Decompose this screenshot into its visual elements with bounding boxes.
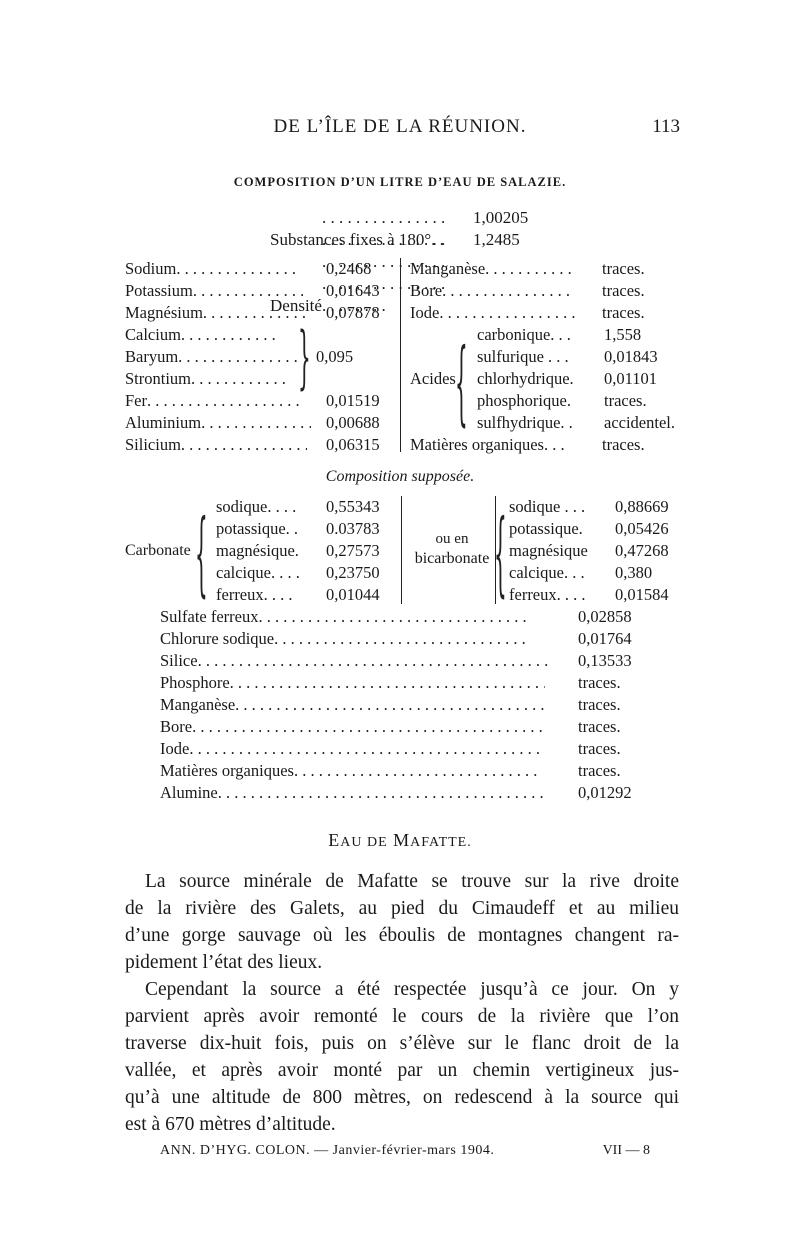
column-divider (401, 496, 402, 604)
bicarbonate-row: ferreux. . . . 0,01584 (509, 585, 669, 604)
paragraph-line: Cependant la source a été respectée jusqu’à ce jour. On y (145, 979, 679, 1000)
paragraph-line: pidement l’état des lieux. (125, 952, 323, 973)
salt-row: Silice. . . 0,13533 (160, 650, 680, 672)
element-row: Bore. . . traces. (410, 280, 680, 302)
page-header (120, 116, 680, 142)
carbonate-row: ferreux. . . . 0,01044 (216, 585, 380, 604)
bicarbonate-row: potassique. 0,05426 (509, 519, 669, 538)
element-row: Fer. . . 0,01519 (125, 390, 400, 412)
acid-row: sulfurique . . . 0,01843 (477, 347, 658, 366)
carbonate-row: sodique. . . . 0,55343 (216, 497, 380, 516)
paragraph-line: est à 670 mètres d’altitude. (125, 1114, 336, 1135)
fixed-substances-row (270, 229, 590, 251)
salt-row: Matières organiques. . . traces. (160, 760, 680, 782)
element-row: Calcium. . . (125, 324, 400, 346)
salt-row: Chlorure sodique. . . 0,01764 (160, 628, 680, 650)
composition-subtitle: Composition supposée. (325, 468, 475, 485)
element-row: Iode. . . traces. (410, 302, 680, 324)
density-label: Densité. . . (270, 207, 447, 317)
or-bicarbonate-label: ou en bicarbonate (414, 531, 490, 567)
paragraph-line: traverse dix-huit fois, puis on s’élève sur le flanc droit de la (125, 1033, 679, 1054)
salt-row: Phosphore. . . traces. (160, 672, 680, 694)
left-brace-icon: { (455, 326, 468, 437)
carbonate-list (216, 496, 401, 606)
element-row: Potassium. . . 0,01643 (125, 280, 400, 302)
page-footer (150, 1143, 650, 1165)
element-row: Sodium. . . 0,2468 (125, 258, 400, 280)
bicarbonate-row: sodique . . . 0,88669 (509, 497, 669, 516)
paragraph-line: d’une gorge sauvage où les éboulis de montagnes changent ra- (125, 925, 679, 946)
bicarbonate-row: magnésique 0,47268 (509, 541, 669, 560)
paragraph-line: vallée, et après avoir monté par un chemin vertigineux jus- (125, 1060, 679, 1081)
acids-list (477, 324, 687, 434)
paragraph-line: qu’à une altitude de 800 mètres, on redescend à la source qui (125, 1087, 679, 1108)
bicarbonate-row: calcique. . . 0,380 (509, 563, 653, 582)
salt-row: Alumine. . . 0,01292 (160, 782, 680, 804)
section-heading: EAU DE MAFATTE. (328, 830, 472, 850)
paragraph (125, 868, 679, 976)
carbonate-row: potassique. . 0.03783 (216, 519, 380, 538)
fixed-substances-label: Substances fixes à 180°. . (270, 230, 444, 249)
element-row: Aluminium. . . 0,00688 (125, 412, 400, 434)
left-brace-icon: { (494, 497, 507, 608)
element-row: Silicium. . . 0,06315 (125, 434, 400, 456)
acid-row: carbonique. . . 1,558 (477, 325, 642, 344)
bicarbonate-list (509, 496, 684, 606)
salt-row: Bore. . . traces. (160, 716, 680, 738)
right-brace-icon: } (298, 316, 311, 398)
density-value: 1,00205 (473, 208, 529, 227)
signature-mark: VII — 8 (602, 1143, 650, 1158)
salt-row: Sulfate ferreux. . . 0,02858 (160, 606, 680, 628)
acid-row: sulfhydrique. . accidentel. (477, 413, 675, 432)
organic-row: Matières organiques. . . traces. (410, 435, 645, 454)
element-row: Magnésium. . . 0,07878 (125, 302, 400, 324)
journal-reference: ANN. D’HYG. COLON. — Janvier-février-mars 1904. (160, 1143, 495, 1158)
carbonate-row: calcique. . . . 0,23750 (216, 563, 380, 582)
table-title: COMPOSITION D’UN LITRE D’EAU DE SALAZIE. (233, 175, 567, 189)
running-title: DE L’ÎLE DE LA RÉUNION. (273, 116, 527, 137)
carbonate-row: magnésique. 0,27573 (216, 541, 380, 560)
element-row: Baryum. . . (125, 346, 400, 368)
salt-row: Manganèse. . . traces. (160, 694, 680, 716)
element-row: Manganèse. . . traces. (410, 258, 680, 280)
page-number: 113 (652, 116, 680, 137)
paragraph-line: La source minérale de Mafatte se trouve sur la rive droite (145, 871, 679, 892)
paragraph-line: de la rivière des Galets, au pied du Cimaudeff et au milieu (125, 898, 679, 919)
paragraph (125, 976, 679, 1138)
left-brace-icon: { (195, 497, 208, 608)
book-page: DE L’ÎLE DE LA RÉUNION. 113 COMPOSITION D’UN LITRE D’EAU DE SALAZIE. Densité. . . 1,00205 Substances fixes à 180°. . 1,2485 Sodium. . . 0,2468 Potassium. . . 0,01643 Magnésium. . . 0,07878 Calcium. . . Baryum. . . Strontium. . . Fer. . . 0,01519 Aluminium. . . 0,00688 Silicium. . . 0,06315 } 0,095 Manganèse. . . traces. Bore. . . traces. Iode. . . traces. Acides { carbonique. . . 1,558 sulfurique . . . 0,01843 chlorhydrique. 0,01101 phosphorique. traces. sulfhydrique. . accidentel. Matières organiques. . . traces. Composition supposée. Carbonate { sodique. . . . 0,55343 potassique. . 0.03783 magnésique. 0,27573 calcique. . . . 0,23750 ferreux. . . . 0,01044 ou en bicarbonate { sodique . . . 0,88669 potassique. 0,05426 magnésique 0,47268 calcique. . . 0,380 ferreux. . . . 0,01584 Sulfate ferreux. . . 0,02858 Chlorure sodique. . . 0,01764 Silice. . . 0,13533 Phosphore. . . traces. Manganèse. . . traces. Bore. . . traces. Iode. . . traces. Matières organiques. . . traces. Alumine. . . 0,01292 EAU DE MAFATTE. La source minérale de Mafatte se trouve sur la rive droite de la rivière des Galets, au pied du Cimaudeff et au milieu d’une gorge sauvage où les éboulis de montagnes changent ra- pidement l’état des lieux. Cependant la source a été respectée jusqu’à ce jour. On y parvient après avoir remonté le cours de la rivière que l’on traverse dix-huit fois, puis on s’élève sur le flanc droit de la vallée, et après avoir monté par un chemin vertigineux jus- qu’à une altitude de 800 mètres, on redescend à la source qui est à 670 mètres d’altitude. ANN. D’HYG. COLON. — Janvier-février-mars 1904. VII — 8 (0, 0, 800, 1245)
elements-left-column (125, 258, 400, 456)
salt-row: Iode. . . traces. (160, 738, 680, 760)
acid-row: chlorhydrique. 0,01101 (477, 369, 658, 388)
acid-row: phosphorique. traces. (477, 391, 647, 410)
elements-right-column (410, 258, 680, 324)
salts-list (160, 606, 680, 804)
paragraph-line: parvient après avoir remonté le cours de la rivière que l’on (125, 1006, 679, 1027)
fixed-substances-value: 1,2485 (473, 230, 520, 249)
element-row: Strontium. . . (125, 368, 400, 390)
column-divider (400, 258, 401, 452)
